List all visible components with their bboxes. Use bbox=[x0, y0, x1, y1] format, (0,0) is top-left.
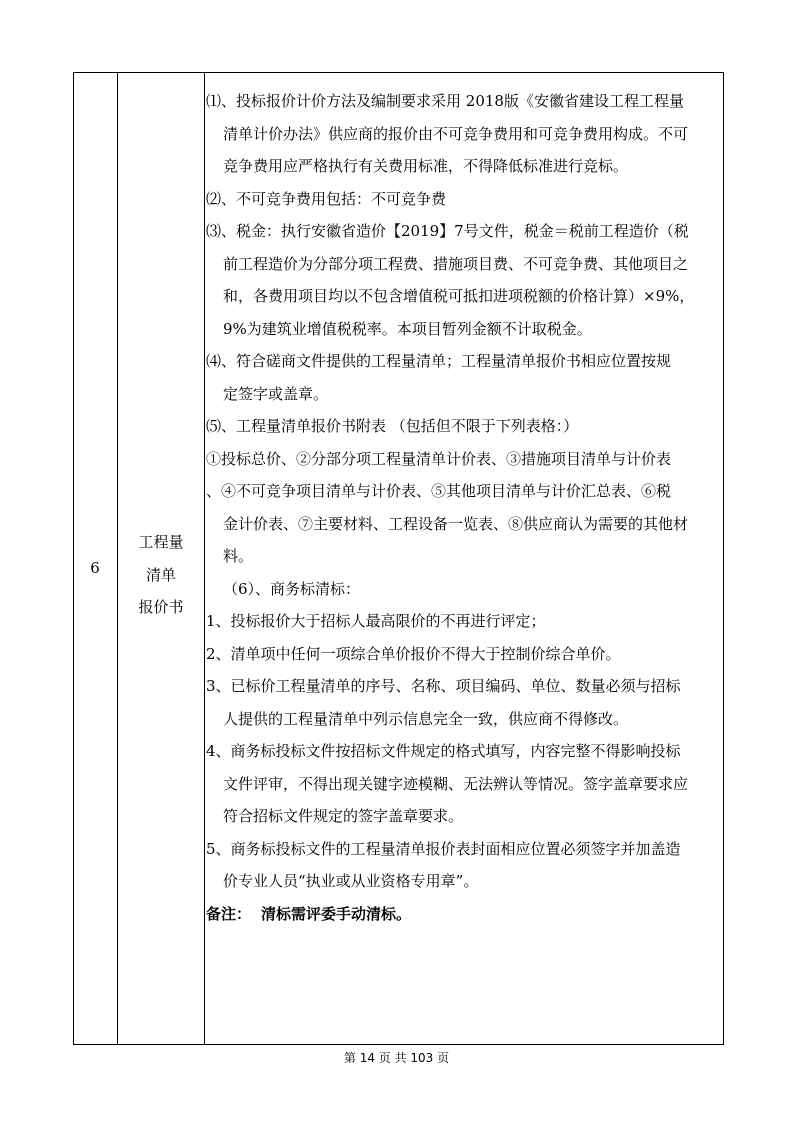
paragraph-rule-1 bbox=[206, 605, 720, 638]
text-line: ⑶、税金：执行安徽省造价【2019】7号文件，税金＝税前工程造价（税 bbox=[206, 222, 689, 240]
text-line: 价专业人员“执业或从业资格专用章”。 bbox=[223, 872, 479, 890]
row-name-line: 报价书 bbox=[138, 598, 184, 616]
remark-label: 备注： bbox=[206, 904, 252, 923]
row-content bbox=[206, 85, 720, 930]
paragraph-rule-5 bbox=[206, 833, 720, 898]
text-line: 2、清单项中任何一项综合单价报价不得大于控制价综合单价。 bbox=[206, 644, 621, 663]
content-table bbox=[73, 72, 724, 1045]
paragraph-bill-of-quantities bbox=[206, 345, 720, 410]
paragraph-rule-2 bbox=[206, 638, 720, 671]
row-name-line: 工程量 bbox=[138, 533, 184, 551]
text-line: （6）、商务标清标： bbox=[223, 579, 361, 598]
text-line: 和，各费用项目均以不包含增值税可抵扣进项税额的价格计算）×9%， bbox=[223, 287, 695, 305]
row-name bbox=[118, 526, 204, 624]
text-line: 符合招标文件规定的签字盖章要求。 bbox=[223, 807, 464, 825]
text-line: ①投标总价、②分部分项工程量清单计价表、③措施项目清单与计价表 bbox=[206, 449, 672, 468]
text-line: 人提供的工程量清单中列示信息完全一致，供应商不得修改。 bbox=[223, 709, 629, 728]
table-top-border bbox=[73, 72, 724, 73]
text-line: 1、投标报价大于招标人最高限价的不再进行评定； bbox=[206, 612, 546, 630]
paragraph-form-list bbox=[206, 443, 720, 573]
text-line: 竞争费用应严格执行有关费用标准，不得降低标准进行竞标。 bbox=[223, 157, 629, 175]
text-line: 、④不可竞争项目清单与计价表、⑤其他项目清单与计价汇总表、⑥税 bbox=[206, 482, 672, 500]
row-name-line: 清单 bbox=[145, 565, 176, 584]
text-line: 3、已标价工程量清单的序号、名称、项目编码、单位、数量必须与招标 bbox=[206, 677, 681, 695]
remark-text: 清标需评委手动清标。 bbox=[261, 904, 412, 923]
paragraph-non-competitive-fees bbox=[206, 183, 720, 216]
table-right-border bbox=[723, 72, 724, 1045]
paragraph-attached-forms bbox=[206, 410, 720, 443]
row-number: 6 bbox=[90, 559, 100, 577]
paragraph-rule-3 bbox=[206, 670, 720, 735]
page-footer: 第 14 页 共 103 页 bbox=[343, 1051, 450, 1065]
text-line: 定签字或盖章。 bbox=[223, 384, 329, 403]
column-divider-2 bbox=[204, 72, 205, 1045]
text-line: 5、商务标投标文件的工程量清单报价表封面相应位置必须签字并加盖造 bbox=[206, 839, 681, 858]
paragraph-rule-4 bbox=[206, 735, 720, 833]
text-line: 文件评审，不得出现关键字迹模糊、无法辨认等情况。签字盖章要求应 bbox=[223, 774, 689, 793]
text-line: ⑷、符合磋商文件提供的工程量清单；工程量清单报价书相应位置按规 bbox=[206, 352, 672, 370]
text-line: ⑵、不可竞争费用包括：不可竞争费 bbox=[206, 189, 447, 208]
text-line: ⑴、投标报价计价方法及编制要求采用 2018版《安徽省建设工程工程量 bbox=[206, 92, 684, 110]
remark bbox=[206, 898, 720, 931]
text-line: ⑸、工程量清单报价书附表 （包括但不限于下列表格：） bbox=[206, 417, 579, 435]
text-line: 4、商务标投标文件按招标文件规定的格式填写，内容完整不得影响投标 bbox=[206, 742, 681, 760]
text-line: 清单计价办法》供应商的报价由不可竞争费用和可竞争费用构成。不可 bbox=[223, 124, 689, 143]
text-line: 料。 bbox=[223, 547, 254, 565]
paragraph-commercial-clearing-heading bbox=[206, 573, 720, 606]
paragraph-pricing-method bbox=[206, 85, 720, 183]
text-line: 金计价表、⑦主要材料、工程设备一览表、⑧供应商认为需要的其他材 bbox=[223, 514, 689, 533]
text-line: 9%为建筑业增值税税率。本项目暂列金额不计取税金。 bbox=[223, 319, 592, 338]
table-bottom-border bbox=[73, 1044, 724, 1045]
paragraph-tax bbox=[206, 215, 720, 345]
text-line: 前工程造价为分部分项工程费、措施项目费、不可竞争费、其他项目之 bbox=[223, 254, 689, 273]
